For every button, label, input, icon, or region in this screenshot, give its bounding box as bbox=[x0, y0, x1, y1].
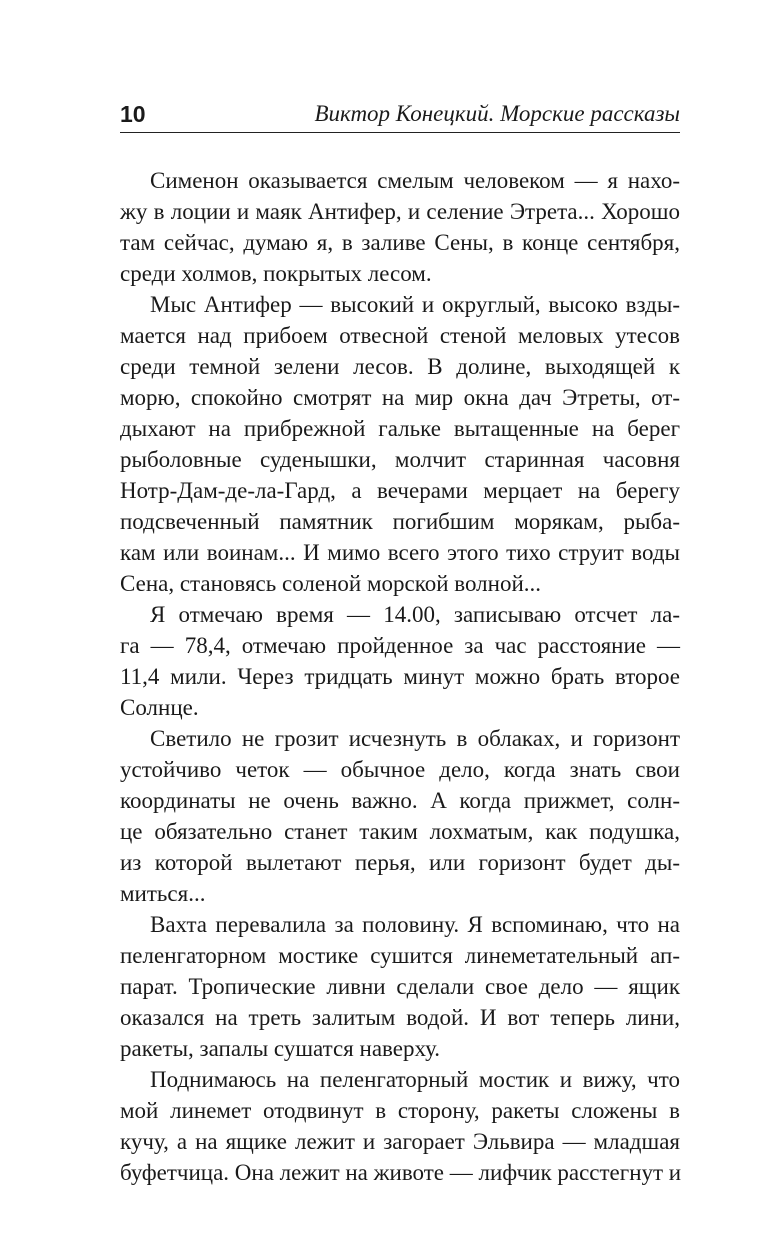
text-line: жу в лоции и маяк Антифер, и селение Этрета... Хорошо bbox=[120, 199, 680, 224]
text-line: дыхают на прибрежной гальке вытащенные на берег bbox=[120, 416, 680, 441]
running-head: Виктор Конецкий. Морские рассказы bbox=[314, 101, 680, 126]
header-rule bbox=[120, 132, 680, 133]
text-line: Я отмечаю время — 14.00, записываю отсчет ла- bbox=[150, 602, 680, 627]
body-text bbox=[120, 165, 680, 1188]
paragraph bbox=[120, 165, 680, 289]
text-line: 11,4 мили. Через тридцать минут можно брать второе bbox=[120, 664, 680, 689]
text-line: мается над прибоем отвесной стеной меловых утесов bbox=[120, 323, 680, 348]
text-line: среди холмов, покрытых лесом. bbox=[120, 261, 432, 286]
paragraph bbox=[120, 1064, 680, 1188]
page-number: 10 bbox=[120, 101, 146, 127]
text-line: парат. Тропические ливни сделали свое дело — ящик bbox=[120, 974, 680, 999]
page-header bbox=[120, 98, 680, 132]
text-line: оказался на треть залитым водой. И вот теперь лини, bbox=[120, 1005, 680, 1030]
text-line: Солнце. bbox=[120, 695, 199, 720]
text-line: миться... bbox=[120, 881, 206, 906]
text-line: буфетчица. Она лежит на животе — лифчик расстегнут и bbox=[120, 1160, 682, 1185]
text-line: среди темной зелени лесов. В долине, выходящей к bbox=[120, 354, 680, 379]
text-line: мой линемет отодвинут в сторону, ракеты сложены в bbox=[120, 1098, 680, 1123]
text-line: ракеты, запалы сушатся наверху. bbox=[120, 1036, 441, 1061]
paragraph bbox=[120, 909, 680, 1064]
paragraph bbox=[120, 599, 680, 723]
text-line: Нотр-Дам-де-ла-Гард, а вечерами мерцает на берегу bbox=[120, 478, 680, 503]
text-line: Светило не грозит исчезнуть в облаках, и горизонт bbox=[150, 726, 680, 751]
text-line: це обязательно станет таким лохматым, как подушка, bbox=[120, 819, 680, 844]
text-line: кам или воинам... И мимо всего этого тихо струит воды bbox=[120, 540, 680, 565]
text-line: Сена, становясь соленой морской волной... bbox=[120, 571, 542, 596]
text-line: пеленгаторном мостике сушится линеметательный ап- bbox=[120, 943, 680, 968]
text-line: координаты не очень важно. А когда прижмет, солн- bbox=[120, 788, 680, 813]
paragraph bbox=[120, 723, 680, 909]
text-line: из которой вылетают перья, или горизонт будет ды- bbox=[120, 850, 680, 875]
text-line: Вахта перевалила за половину. Я вспоминаю, что на bbox=[150, 912, 680, 937]
text-line: подсвеченный памятник погибшим морякам, рыба- bbox=[120, 509, 680, 534]
text-line: Поднимаюсь на пеленгаторный мостик и вижу, что bbox=[150, 1067, 680, 1092]
text-line: Мыс Антифер — высокий и округлый, высоко взды- bbox=[150, 292, 680, 317]
text-line: га — 78,4, отмечаю пройденное за час расстояние — bbox=[120, 633, 680, 658]
paragraph bbox=[120, 289, 680, 599]
text-line: Сименон оказывается смелым человеком — я нахо- bbox=[150, 168, 680, 193]
text-line: морю, спокойно смотрят на мир окна дач Этреты, от- bbox=[120, 385, 680, 410]
text-line: кучу, а на ящике лежит и загорает Эльвира — младшая bbox=[120, 1129, 680, 1154]
text-line: там сейчас, думаю я, в заливе Сены, в конце сентября, bbox=[120, 230, 680, 255]
text-line: устойчиво четок — обычное дело, когда знать свои bbox=[120, 757, 680, 782]
text-line: рыболовные суденышки, молчит старинная часовня bbox=[120, 447, 680, 472]
